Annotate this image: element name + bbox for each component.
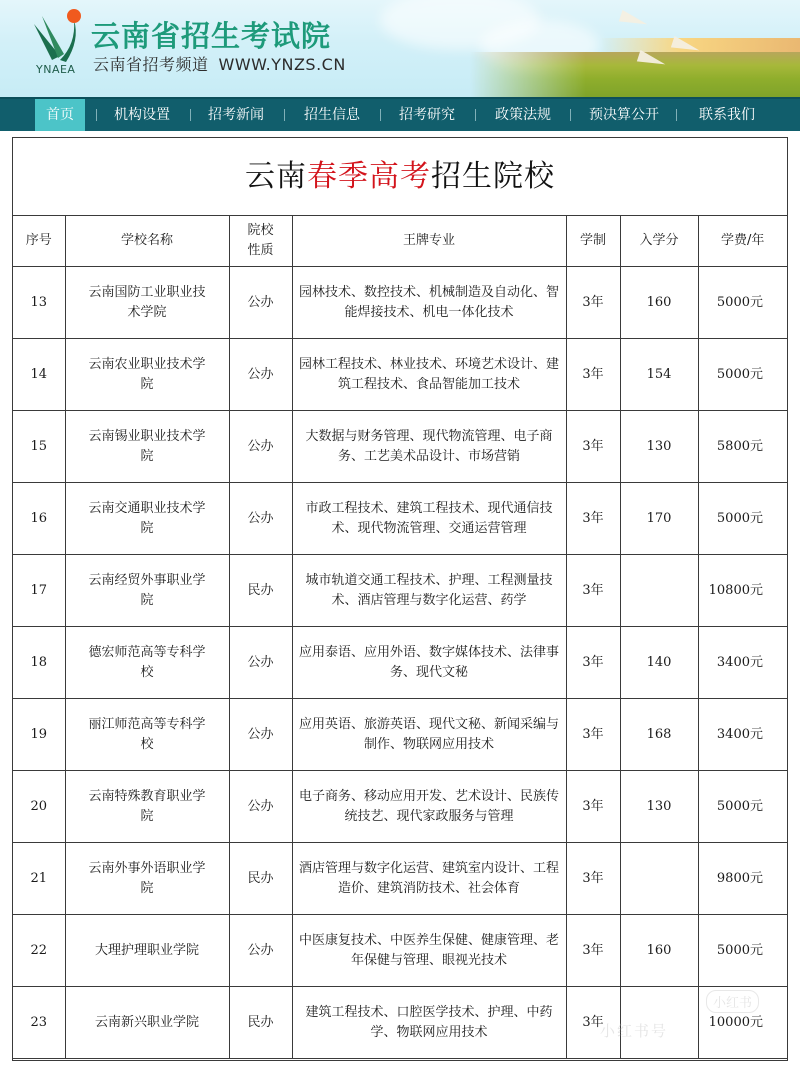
cell-fee: 5000元 <box>698 267 787 339</box>
cell-school-name: 云南外事外语职业学院 <box>65 843 229 915</box>
logo-text: YNAEA <box>36 63 76 76</box>
cell-type: 民办 <box>229 555 292 627</box>
watermark-badge: 小红书 <box>706 990 759 1013</box>
cell-years: 3年 <box>566 699 620 771</box>
cell-no: 19 <box>13 699 65 771</box>
cell-score <box>620 555 698 627</box>
cell-score <box>620 843 698 915</box>
nav-separator <box>284 109 285 121</box>
cell-school-name: 云南农业职业技术学院 <box>65 339 229 411</box>
table-header-row <box>13 215 787 267</box>
cell-majors: 应用英语、旅游英语、现代文秘、新闻采编与制作、物联网应用技术 <box>292 699 566 771</box>
cell-type: 公办 <box>229 627 292 699</box>
admissions-table-document <box>12 137 788 1061</box>
site-subtitle <box>93 52 346 75</box>
cell-no: 18 <box>13 627 65 699</box>
cell-no: 17 <box>13 555 65 627</box>
cell-no: 13 <box>13 267 65 339</box>
cell-school-name: 大理护理职业学院 <box>65 915 229 987</box>
col-header-years: 学制 <box>566 215 620 267</box>
cell-majors: 中医康复技术、中医养生保健、健康管理、老年保健与管理、眼视光技术 <box>292 915 566 987</box>
col-header-fee: 学费/年 <box>698 215 787 267</box>
cell-score: 160 <box>620 267 698 339</box>
table-row <box>13 699 787 771</box>
cell-majors: 建筑工程技术、口腔医学技术、护理、中药学、物联网应用技术 <box>292 987 566 1059</box>
main-nav <box>0 97 800 131</box>
cell-score: 170 <box>620 483 698 555</box>
cell-fee: 10800元 <box>698 555 787 627</box>
cell-years: 3年 <box>566 915 620 987</box>
site-banner <box>0 0 800 97</box>
table-row <box>13 771 787 843</box>
col-header-score: 入学分 <box>620 215 698 267</box>
cell-years: 3年 <box>566 987 620 1059</box>
cell-school-name: 云南特殊教育职业学院 <box>65 771 229 843</box>
table-row <box>13 483 787 555</box>
cell-no: 21 <box>13 843 65 915</box>
cell-fee: 5000元 <box>698 771 787 843</box>
cell-school-name: 云南锡业职业技术学院 <box>65 411 229 483</box>
cell-fee: 10000元 <box>698 987 787 1059</box>
table-row <box>13 411 787 483</box>
watermark-text: 小红书号 <box>600 1022 669 1040</box>
cell-score: 130 <box>620 411 698 483</box>
cell-type: 公办 <box>229 771 292 843</box>
cell-majors: 园林工程技术、林业技术、环境艺术设计、建筑工程技术、食品智能加工技术 <box>292 339 566 411</box>
cell-score: 160 <box>620 915 698 987</box>
cell-fee: 5000元 <box>698 915 787 987</box>
cell-majors: 大数据与财务管理、现代物流管理、电子商务、工艺美术品设计、市场营销 <box>292 411 566 483</box>
cell-years: 3年 <box>566 627 620 699</box>
site-subtitle-text: 云南省招考频道 <box>93 55 209 74</box>
cell-no: 14 <box>13 339 65 411</box>
cell-school-name: 云南经贸外事职业学院 <box>65 555 229 627</box>
cell-majors: 应用泰语、应用外语、数字媒体技术、法律事务、现代文秘 <box>292 627 566 699</box>
cell-school-name: 云南新兴职业学院 <box>65 987 229 1059</box>
cell-majors: 城市轨道交通工程技术、护理、工程测量技术、酒店管理与数字化运营、药学 <box>292 555 566 627</box>
col-header-nature-line1: 院校 <box>247 222 274 238</box>
cell-fee: 9800元 <box>698 843 787 915</box>
cell-no: 16 <box>13 483 65 555</box>
cell-type: 公办 <box>229 699 292 771</box>
cell-no: 20 <box>13 771 65 843</box>
paper-plane-icon <box>619 10 649 30</box>
cell-score: 130 <box>620 771 698 843</box>
nav-separator <box>676 109 677 121</box>
nav-separator <box>96 109 97 121</box>
cell-years: 3年 <box>566 411 620 483</box>
col-header-nature-line2: 性质 <box>247 242 274 258</box>
site-url[interactable]: WWW.YNZS.CN <box>218 55 346 74</box>
title-highlight: 春季高考 <box>307 159 431 194</box>
cell-majors: 酒店管理与数字化运营、建筑室内设计、工程造价、建筑消防技术、社会体育 <box>292 843 566 915</box>
cell-fee: 5000元 <box>698 483 787 555</box>
col-header-no: 序号 <box>13 215 65 267</box>
nav-separator <box>570 109 571 121</box>
cell-majors: 电子商务、移动应用开发、艺术设计、民族传统技艺、现代家政服务与管理 <box>292 771 566 843</box>
cell-majors: 市政工程技术、建筑工程技术、现代通信技术、现代物流管理、交通运营管理 <box>292 483 566 555</box>
document-title <box>13 138 787 216</box>
cell-type: 公办 <box>229 483 292 555</box>
cell-no: 22 <box>13 915 65 987</box>
table-row <box>13 915 787 987</box>
nav-separator <box>190 109 191 121</box>
cell-fee: 5800元 <box>698 411 787 483</box>
table-row <box>13 267 787 339</box>
cell-years: 3年 <box>566 771 620 843</box>
title-prefix: 云南 <box>245 159 307 194</box>
cell-type: 公办 <box>229 267 292 339</box>
nav-item-admissions[interactable]: 招生信息 <box>304 107 360 123</box>
table-row <box>13 627 787 699</box>
table-row <box>13 339 787 411</box>
cell-fee: 3400元 <box>698 699 787 771</box>
nav-item-research[interactable]: 招考研究 <box>399 107 455 123</box>
table-row <box>13 555 787 627</box>
cell-score: 140 <box>620 627 698 699</box>
table-row <box>13 843 787 915</box>
cell-majors: 园林技术、数控技术、机械制造及自动化、智能焊接技术、机电一体化技术 <box>292 267 566 339</box>
cell-no: 15 <box>13 411 65 483</box>
nav-item-budget[interactable]: 预决算公开 <box>589 107 659 123</box>
cell-years: 3年 <box>566 555 620 627</box>
col-header-majors: 王牌专业 <box>292 215 566 267</box>
cell-type: 民办 <box>229 987 292 1059</box>
nav-item-contact[interactable]: 联系我们 <box>699 107 755 123</box>
cell-school-name: 丽江师范高等专科学校 <box>65 699 229 771</box>
cell-type: 公办 <box>229 915 292 987</box>
site-title[interactable]: 云南省招生考试院 <box>91 19 332 53</box>
cell-years: 3年 <box>566 339 620 411</box>
nav-item-home[interactable]: 首页 <box>35 99 85 131</box>
cell-years: 3年 <box>566 843 620 915</box>
nav-item-policy[interactable]: 政策法规 <box>495 107 551 123</box>
table-row <box>13 987 787 1059</box>
cell-school-name: 德宏师范高等专科学校 <box>65 627 229 699</box>
cell-fee: 3400元 <box>698 627 787 699</box>
cell-score: 168 <box>620 699 698 771</box>
nav-item-news[interactable]: 招考新闻 <box>208 107 264 123</box>
nav-item-organization[interactable]: 机构设置 <box>114 107 170 123</box>
title-suffix: 招生院校 <box>431 159 555 194</box>
cell-type: 公办 <box>229 411 292 483</box>
cell-years: 3年 <box>566 483 620 555</box>
cell-years: 3年 <box>566 267 620 339</box>
cell-school-name: 云南国防工业职业技术学院 <box>65 267 229 339</box>
cell-fee: 5000元 <box>698 339 787 411</box>
cell-no: 23 <box>13 987 65 1059</box>
col-header-nature <box>229 215 292 267</box>
cell-score: 154 <box>620 339 698 411</box>
cell-school-name: 云南交通职业技术学院 <box>65 483 229 555</box>
field-image <box>470 52 800 97</box>
cell-type: 民办 <box>229 843 292 915</box>
col-header-name: 学校名称 <box>65 215 229 267</box>
nav-separator <box>475 109 476 121</box>
schools-table <box>13 215 787 1059</box>
cell-type: 公办 <box>229 339 292 411</box>
nav-separator <box>380 109 381 121</box>
